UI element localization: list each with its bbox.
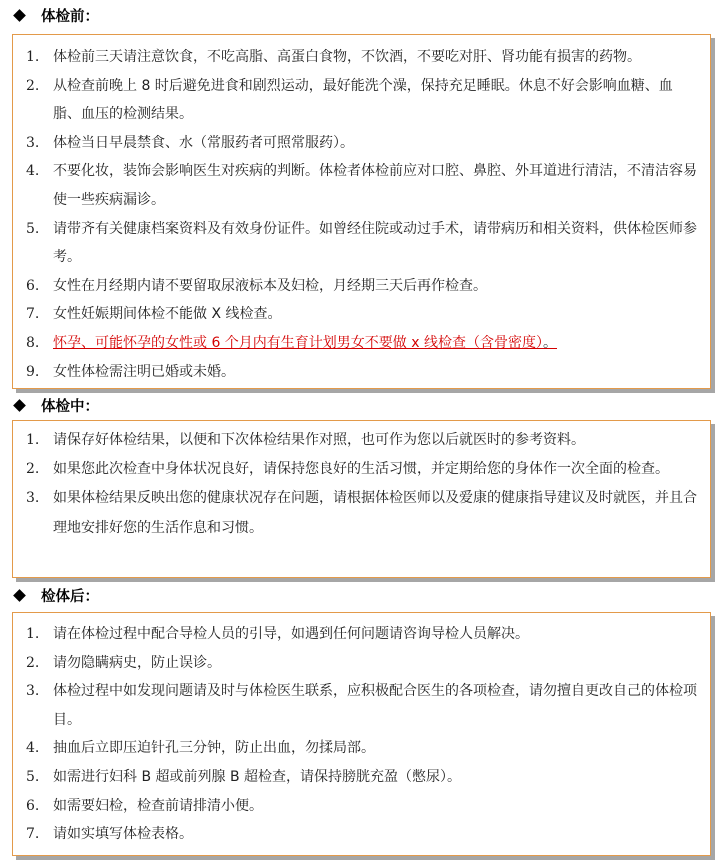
list-item <box>13 129 710 158</box>
item-number: 7. <box>26 306 40 323</box>
item-text: 如需进行妇科 B 超或前列腺 B 超检查，请保持膀胱充盈（憋尿）。 <box>53 768 462 785</box>
item-text: 请勿隐瞒病史，防止误诊。 <box>53 654 221 671</box>
item-number: 2. <box>26 461 40 478</box>
item-text: 体检当日早晨禁食、水（常服药者可照常服药）。 <box>53 134 354 151</box>
list-item <box>13 649 710 678</box>
item-text: 请在体检过程中配合导检人员的引导，如遇到任何问题请咨询导检人员解决。 <box>53 626 529 642</box>
section-title: 检体后： <box>41 588 99 605</box>
item-number: 2. <box>26 77 40 94</box>
item-number: 2. <box>26 654 40 671</box>
list-item <box>13 215 710 272</box>
list-item <box>13 272 710 301</box>
item-number: 5. <box>26 768 40 785</box>
section-box-before <box>12 34 711 389</box>
item-number: 4. <box>26 740 40 757</box>
item-text: 如果体检结果反映出您的健康状况存在问题，请根据体检医师以及爱康的健康指导建议及时就医，并且合理地安排好您的生活作息和习惯。 <box>53 490 697 536</box>
item-text-tail: 。 <box>543 334 557 351</box>
list-item <box>13 43 710 72</box>
diamond-bullet-icon <box>13 9 26 22</box>
item-text: 体检前三天请注意饮食，不吃高脂、高蛋白食物，不饮酒，不要吃对肝、肾功能有损害的药物。 <box>53 49 641 65</box>
item-text: 体检过程中如发现问题请及时与体检医生联系，应积极配合医生的各项检查，请勿擅自更改自己的体检项目。 <box>53 683 697 728</box>
highlighted-warning-text: 怀孕、可能怀孕的女性或 6 个月内有生育计划男女不要做 x 线检查（含骨密度） <box>53 334 543 351</box>
item-text: 女性在月经期内请不要留取尿液标本及妇检，月经期三天后再作检查。 <box>53 277 487 294</box>
list-item <box>13 358 710 387</box>
diamond-bullet-icon <box>13 589 26 602</box>
section-title: 体检中： <box>41 398 99 415</box>
item-number: 3. <box>26 490 40 507</box>
section-box-after <box>12 612 711 856</box>
list-item <box>13 157 710 214</box>
item-text: 如果您此次检查中身体状况良好，请保持您良好的生活习惯，并定期给您的身体作一次全面的检查。 <box>53 461 669 478</box>
item-number: 5. <box>26 220 40 237</box>
section-heading-after <box>12 583 99 607</box>
list-item <box>13 792 710 821</box>
list-item <box>13 677 710 734</box>
item-number: 1. <box>26 432 40 448</box>
item-number: 8. <box>26 334 40 351</box>
item-number: 1. <box>26 49 40 65</box>
item-text: 女性妊娠期间体检不能做 X 线检查。 <box>53 306 282 323</box>
section-heading-before <box>12 3 99 27</box>
list-item <box>13 484 710 542</box>
list-item <box>13 300 710 329</box>
list-item <box>13 763 710 792</box>
instruction-list <box>13 426 710 543</box>
item-number: 6. <box>26 277 40 294</box>
item-number: 6. <box>26 797 40 814</box>
item-text: 从检查前晚上 8 时后避免进食和剧烈运动，最好能洗个澡，保持充足睡眠。休息不好会影响血糖、血脂、血压的检测结果。 <box>53 77 673 123</box>
item-number: 7. <box>26 826 40 843</box>
item-number: 9. <box>26 363 40 380</box>
item-text: 如需要妇检，检查前请排清小便。 <box>53 797 263 814</box>
list-item <box>13 734 710 763</box>
diamond-bullet-icon <box>13 399 26 412</box>
instruction-list <box>13 620 710 849</box>
list-item <box>13 72 710 129</box>
item-text: 请如实填写体检表格。 <box>53 826 193 843</box>
list-item <box>13 620 710 649</box>
section-title: 体检前： <box>41 8 99 25</box>
item-text: 请带齐有关健康档案资料及有效身份证件。如曾经住院或动过手术，请带病历和相关资料，供体检医师参考。 <box>53 220 697 266</box>
item-number: 4. <box>26 163 40 180</box>
list-item-highlighted <box>13 329 710 358</box>
item-number: 3. <box>26 683 40 700</box>
item-number: 1. <box>26 626 40 642</box>
item-text: 不要化妆，装饰会影响医生对疾病的判断。体检者体检前应对口腔、鼻腔、外耳道进行清洁，不清洁容易使一些疾病漏诊。 <box>53 163 697 208</box>
item-text-highlighted <box>53 329 700 358</box>
item-text: 女性体检需注明已婚或未婚。 <box>53 363 235 380</box>
item-text: 抽血后立即压迫针孔三分钟，防止出血，勿揉局部。 <box>53 740 375 757</box>
list-item <box>13 426 710 455</box>
item-text: 请保存好体检结果，以便和下次体检结果作对照，也可作为您以后就医时的参考资料。 <box>53 432 585 448</box>
item-number: 3. <box>26 134 40 151</box>
section-box-during <box>12 420 711 578</box>
list-item <box>13 455 710 484</box>
instruction-list <box>13 43 710 386</box>
section-heading-during <box>12 393 99 417</box>
list-item <box>13 820 710 849</box>
